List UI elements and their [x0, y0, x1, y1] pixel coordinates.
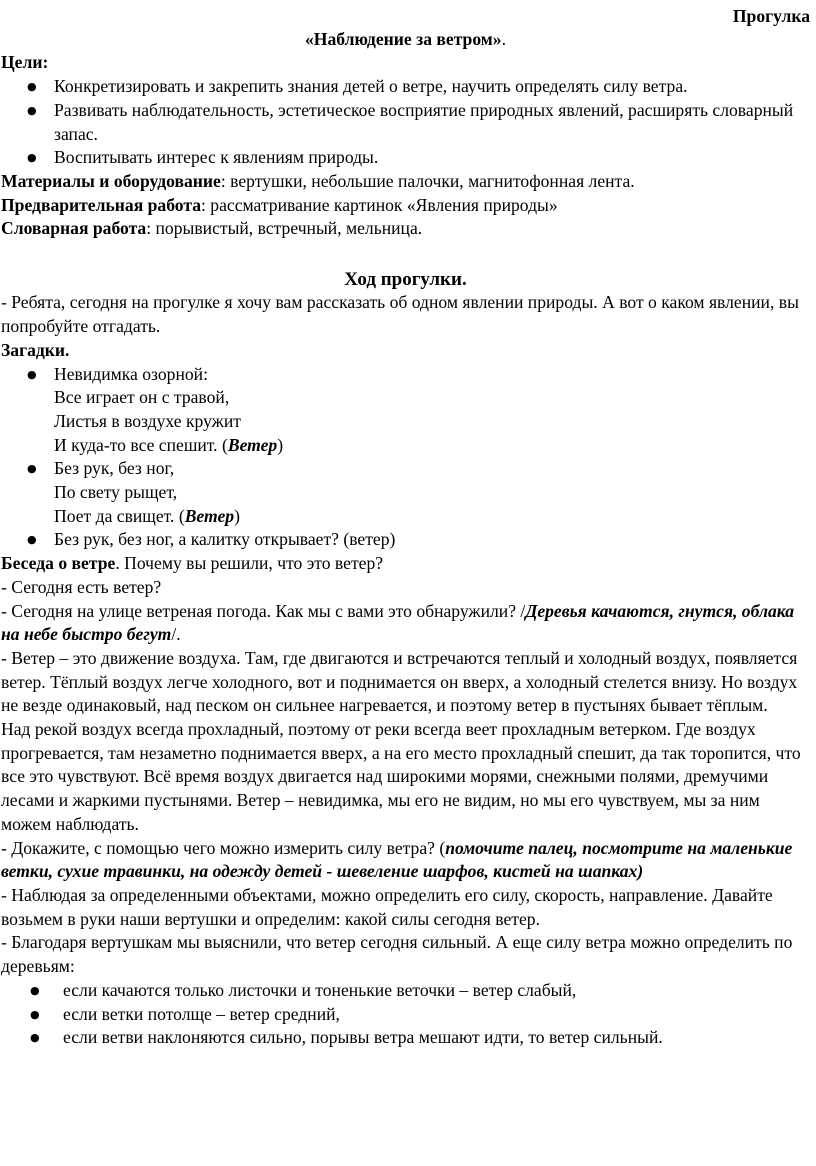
doc-title-text: «Наблюдение за ветром»: [304, 28, 502, 49]
riddle-line: По свету рыщет,: [54, 482, 178, 503]
riddle-answer: Ветер: [184, 505, 235, 526]
talk-paragraph-1: - Ветер – это движение воздуха. Там, где двигаются и встречаются теплый и холодный воздух, появляется ветер. Тёплый воздух легче холодного, вот и поднимается он вверх, а холодный стелется внизу. Но воздух не везде одинаковый, над песком он сильнее нагревается, и поэтому ветер в пустынях бывает тёплым.: [1, 647, 798, 716]
wind-sign-item: ● если качаются только листочки и тоненькие веточки – ветер слабый,: [0, 979, 812, 1003]
wind-sign-item: ● если ветви наклоняются сильно, порывы ветра мешают идти, то ветер сильный.: [0, 1026, 812, 1050]
walk-title: Ход прогулки.: [344, 268, 467, 290]
riddle-close: ): [234, 505, 240, 526]
riddles-heading: Загадки.: [1, 339, 70, 360]
spacer: [0, 241, 812, 265]
prep-text: : рассматривание картинок «Явления природы»: [201, 194, 558, 215]
vocab-label: Словарная работа: [1, 218, 147, 239]
prep-line: [0, 194, 812, 218]
goal-item: ● Воспитывать интерес к явлениям природы.: [0, 146, 812, 170]
talk-question-1: - Сегодня есть ветер?: [1, 576, 162, 597]
wind-signs-list: [0, 979, 812, 1050]
talk-text: . Почему вы решили, что это ветер?: [115, 553, 384, 574]
prep-label: Предварительная работа: [1, 194, 202, 215]
riddle-line: [54, 505, 812, 529]
talk-question-2: [0, 837, 812, 884]
talk-answer-text: - Сегодня на улице ветреная погода. Как мы с вами это обнаружили? /: [1, 600, 526, 621]
doc-label: Прогулка: [732, 6, 810, 26]
talk-paragraph-4: - Благодаря вертушкам мы выяснили, что ветер сегодня сильный. А еще силу ветра можно определить по деревьям:: [1, 932, 793, 977]
riddle-item: [0, 457, 812, 528]
riddle-close: ): [277, 434, 284, 455]
talk-answer-1: [0, 600, 812, 647]
goals-list: [0, 75, 812, 170]
riddle-line: [54, 434, 812, 458]
riddle-line-text: Поет да свищет. (: [54, 505, 185, 526]
talk-paragraph-2: Над рекой воздух всегда прохладный, поэтому от реки всегда веет прохладным ветерком. Где воздух прогревается, там незаметно поднимается вверх, а на его место прохладный спешит, да так торопится, что все это чувствуют. Всё время воздух двигается над широкими морями, снежными полями, дремучими лесами и жаркими пустынями. Ветер – невидимка, мы его не видим, но мы его чувствуем, мы за ним можем наблюдать.: [1, 719, 801, 834]
wind-sign-item: ● если ветки потолще – ветер средний,: [0, 1003, 812, 1027]
riddle-line: Листья в воздухе кружит: [54, 410, 241, 431]
riddles-list: [0, 363, 812, 553]
goal-item: ● Развивать наблюдательность, эстетическое восприятие природных явлений, расширять словарный запас.: [0, 99, 812, 146]
riddle-line: ● Невидимка озорной:: [54, 363, 208, 384]
materials-text: : вертушки, небольшие палочки, магнитофонная лента.: [220, 170, 635, 191]
riddle-item: [0, 363, 812, 458]
doc-title: [0, 28, 812, 52]
vocab-line: [0, 217, 812, 241]
talk-label: Беседа о ветре: [1, 553, 116, 574]
doc-title-tail: .: [501, 28, 506, 49]
talk-question-emphasis: помочите палец, посмотрите на маленькие ветки, сухие травинки, на одежду детей - шевеление шарфов, кистей на шапках): [1, 837, 793, 882]
intro-paragraph: - Ребята, сегодня на прогулке я хочу вам рассказать об одном явлении природы. А вот о каком явлении, вы попробуйте отгадать.: [1, 292, 799, 337]
talk-answer-emphasis: Деревья качаются, гнутся, облака на небе быстро бегут: [1, 600, 795, 645]
goal-item: ● Конкретизировать и закрепить знания детей о ветре, научить определять силу ветра.: [0, 75, 812, 99]
goals-heading: Цели:: [1, 52, 49, 73]
talk-paragraph-3: - Наблюдая за определенными объектами, можно определить его силу, скорость, направление. Давайте возьмем в руки наши вертушки и определим: какой силы сегодня ветер.: [1, 885, 773, 929]
document-page: [0, 5, 812, 1050]
riddle-line-text: И куда-то все спешит. (: [54, 434, 228, 455]
talk-line: [0, 552, 812, 576]
materials-label: Материалы и оборудование: [1, 170, 221, 191]
talk-question-text: - Докажите, с помощью чего можно измерить силу ветра? (: [1, 837, 446, 858]
talk-answer-tail: /.: [171, 624, 181, 645]
riddle-line: ● Без рук, без ног,: [54, 458, 175, 479]
riddle-line: Все играет он с травой,: [54, 387, 230, 408]
materials-line: [0, 170, 812, 194]
vocab-text: : порывистый, встречный, мельница.: [146, 218, 423, 239]
riddle-answer: Ветер: [227, 434, 278, 455]
riddle-item: ● Без рук, без ног, а калитку открывает? (ветер): [0, 528, 812, 552]
